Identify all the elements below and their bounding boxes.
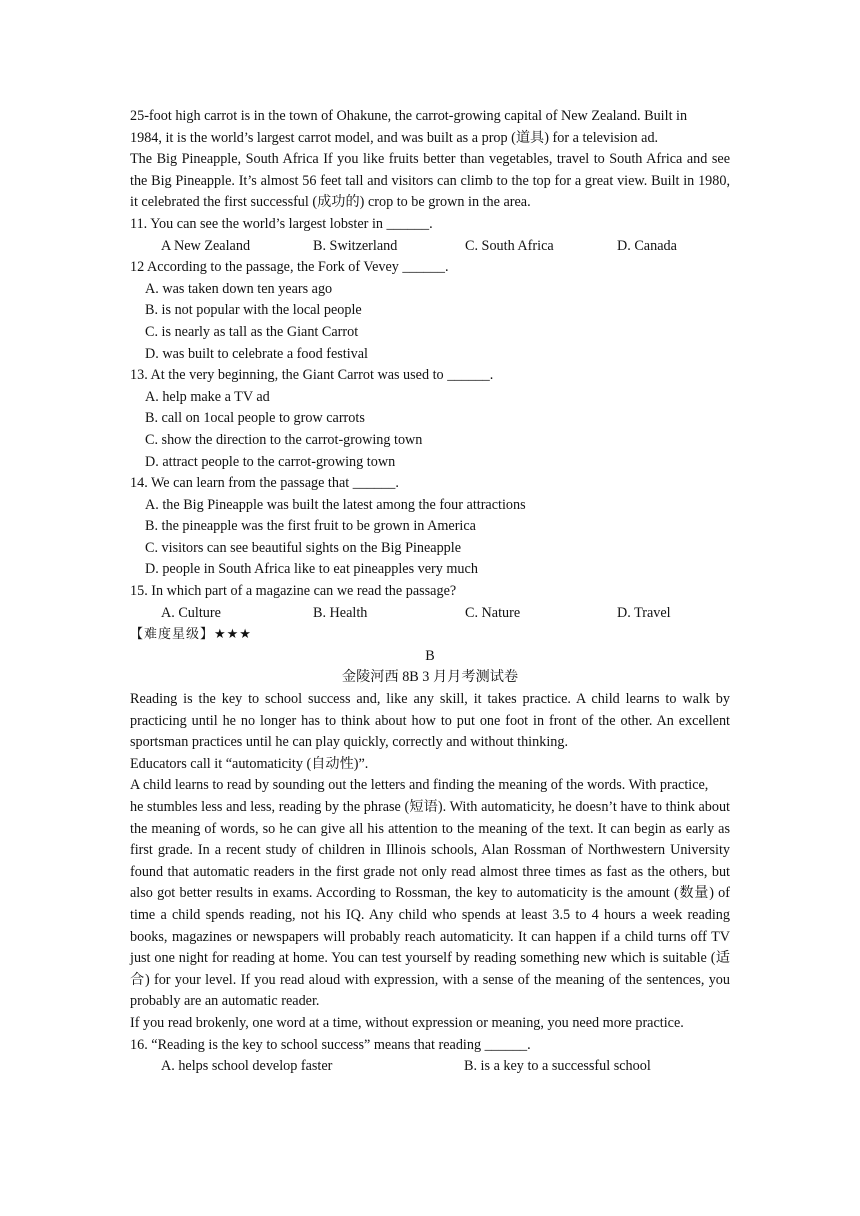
question-option: C. is nearly as tall as the Giant Carrot [145,323,359,340]
section-b-letter: B [425,647,435,664]
question-option: D. attract people to the carrot-growing town [145,453,396,470]
question-option: D. Travel [617,604,671,621]
question-option: C. visitors can see beautiful sights on the Big Pineapple [145,539,462,556]
passage-b-paragraph-1: Reading is the key to school success and, like any skill, it takes practice. A child learns to walk by practicing until he no longer has to think about how to put one foot in front of the other. An excellent sportsman practices until he can play quickly, correctly and without thinking. [130,691,730,751]
question-stem: 14. We can learn from the passage that ______. [130,475,399,492]
carrot-text-line-2: 1984, it is the world’s largest carrot model, and was built as a prop (道具) for a television ad. [130,129,659,146]
question-option: A. Culture [161,604,221,621]
question-stem: 11. You can see the world’s largest lobster in ______. [130,215,433,232]
passage-b-paragraph-2: Educators call it “automaticity (自动性)”. [130,755,369,772]
question-stem: 15. In which part of a magazine can we read the passage? [130,583,457,600]
passage-b-paragraph-4: he stumbles less and less, reading by the phrase (短语). With automaticity, he doesn’t have to think about the meaning of words, so he can give all his attention to the meaning of the text. It can begin as early as first grade. In a recent study of children in Illinois schools, Alan Rossman of Northwestern University found that automatic readers in the first grade not only read almost three times as fast as the others, but also got better results in exams. According to Rossman, the key to automaticity is the amount (数量) of time a child spends reading, not his IQ. Any child who spends at least 3.5 to 4 hours a week reading books, magazines or newspapers will probably reach automaticity. It can happen if a child turns off TV just one night for reading at home. You can test yourself by reading something new which is suitable (适合) for your level. If you read aloud with expression, with a sense of the meaning of the sentences, you probably are an automatic reader. [130,799,730,1010]
question-option: A. the Big Pineapple was built the latest among the four attractions [145,496,526,513]
question-option: B. call on 1ocal people to grow carrots [145,410,365,427]
question-option: D. Canada [617,237,677,254]
question-option: B. Switzerland [313,237,398,254]
question-option: B. the pineapple was the first fruit to be grown in America [145,518,476,535]
question-option: A New Zealand [161,237,251,254]
question-option: A. help make a TV ad [145,388,270,405]
question-option: D. people in South Africa like to eat pineapples very much [145,561,478,578]
passage-b-paragraph-5: If you read brokenly, one word at a time, without expression or meaning, you need more practice. [130,1014,684,1031]
question-option: A. was taken down ten years ago [145,280,333,297]
question-options [130,236,730,258]
document-page [130,106,730,1078]
question-16-stem: 16. “Reading is the key to school success” means that reading ______. [130,1036,531,1053]
question-16-options [130,1056,730,1078]
question-option: B. is not popular with the local people [145,302,362,319]
question-stem: 13. At the very beginning, the Giant Carrot was used to ______. [130,367,494,384]
carrot-text-line-1: 25-foot high carrot is in the town of Ohakune, the carrot-growing capital of New Zealand. Built in [130,108,688,124]
question-option: C. Nature [465,604,521,621]
section-b-source: 金陵河西 8B 3 月月考测试卷 [341,669,519,686]
question-option: C. South Africa [465,237,554,254]
question-16-option-b: B. is a key to a successful school [464,1058,651,1075]
passage-b-paragraph-3: A child learns to read by sounding out the letters and finding the meaning of the words. With practice, [130,777,709,794]
difficulty-rating: 【难度星级】★★★ [130,627,252,643]
question-option: D. was built to celebrate a food festival [145,345,368,362]
question-option: B. Health [313,604,368,621]
pineapple-paragraph: The Big Pineapple, South Africa If you like fruits better than vegetables, travel to South Africa and see the Big Pineapple. It’s almost 56 feet tall and visitors can climb to the top for a great view. Built in 1980, it celebrated the first successful (成功的) crop to be grown in the area. [130,151,730,211]
questions-section-a [130,214,730,624]
question-options [130,603,730,625]
question-stem: 12 According to the passage, the Fork of Vevey ______. [130,259,449,276]
question-option: C. show the direction to the carrot-growing town [145,431,423,448]
question-16-option-a: A. helps school develop faster [161,1058,333,1075]
